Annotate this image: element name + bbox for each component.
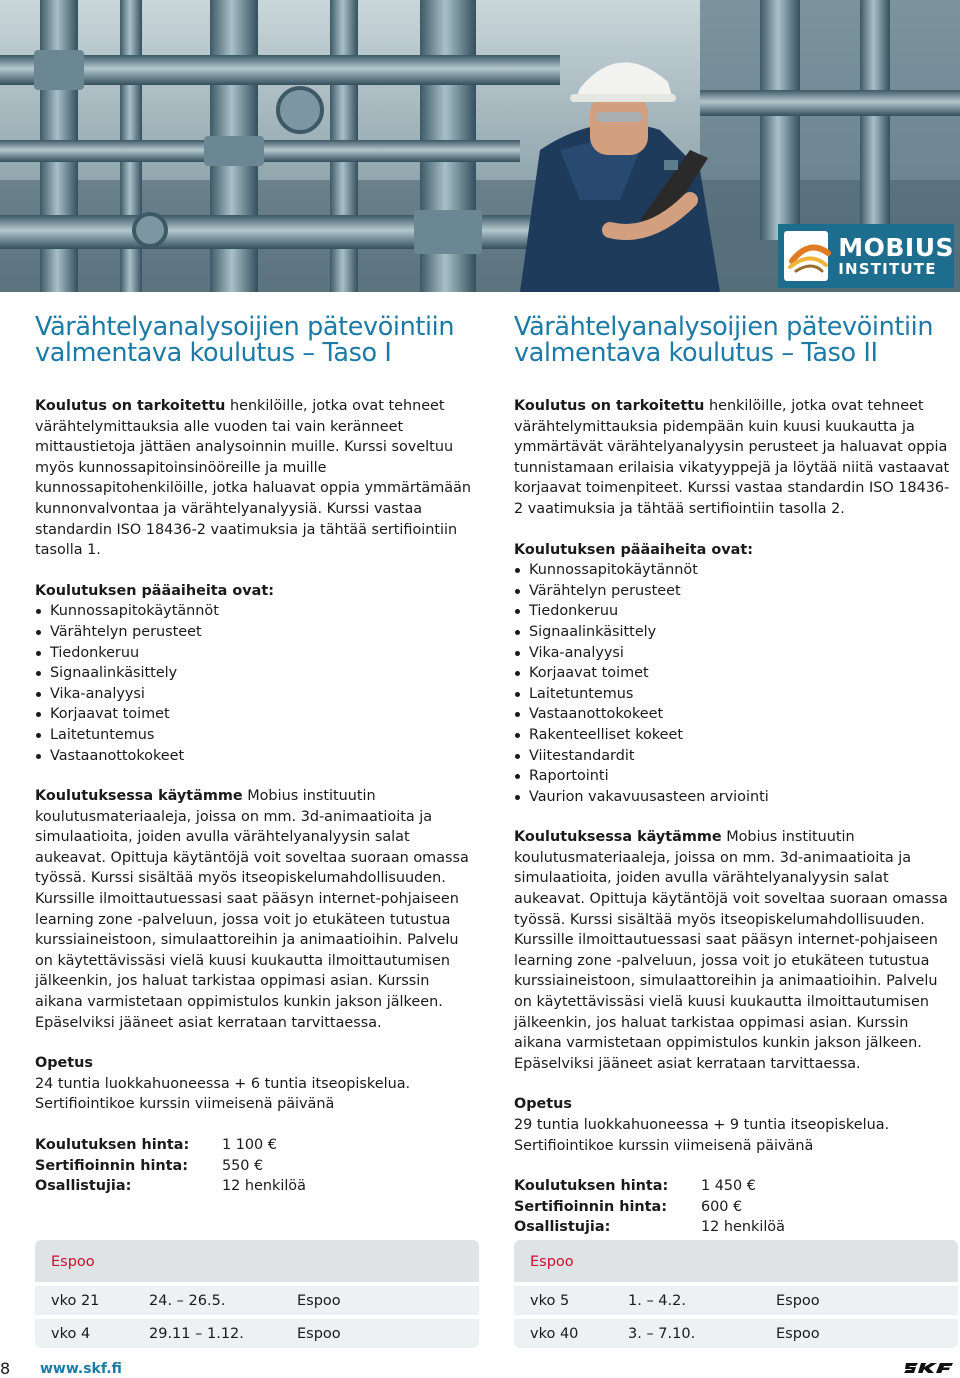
cert-row [35, 1156, 475, 1177]
topics-list [35, 601, 475, 766]
cert-row [514, 1197, 954, 1218]
topic-item: Tiedonkeruu [35, 643, 475, 664]
participants-value: 12 henkilöä [701, 1219, 785, 1236]
topic-item: Kunnossapitokäytännöt [35, 601, 475, 622]
topic-item: Värähtelyn perusteet [35, 622, 475, 643]
material-paragraph [514, 827, 954, 1074]
price-row [514, 1176, 954, 1197]
topics-list [514, 560, 954, 807]
intro-paragraph [514, 396, 954, 520]
topic-item: Korjaavat toimet [514, 663, 954, 684]
skf-logo-icon [904, 1361, 954, 1375]
course-level1-column [35, 314, 475, 1197]
page-number: 8 [0, 1359, 11, 1378]
price-row [35, 1135, 475, 1156]
material-lead: Koulutuksessa käytämme [35, 788, 243, 805]
topics-section [514, 540, 954, 808]
intro-text: henkilöille, jotka ovat tehneet värähtelymittauksia pidempään kuin kuusi kuukautta ja ymmärtävät värähtelyanalyysin perusteet ja haluavat oppia tunnistamaan erilaisia vikatyyppejä ja löytää niitä vastaavat korjaavat toimenpiteet. Kurssi vastaa standardin ISO 18436-2 vaatimuksia ja tähtää sertifiointiin tasolla 2. [514, 398, 950, 517]
schedule-week: vko 4 [51, 1325, 91, 1342]
intro-lead: Koulutus on tarkoitettu [35, 398, 226, 414]
material-paragraph [35, 786, 475, 1033]
title-line2: valmentava koulutus – Taso I [35, 338, 392, 368]
intro-paragraph [35, 396, 475, 561]
logo-line2: INSTITUTE [838, 260, 937, 278]
teaching-heading: Opetus [514, 1096, 572, 1113]
schedule-place: Espoo [297, 1292, 341, 1309]
cert-value: 550 € [222, 1157, 264, 1174]
topic-item: Kunnossapitokäytännöt [514, 560, 954, 581]
schedule-row [514, 1319, 958, 1348]
title-line1: Värähtelyanalysoijien pätevöintiin [35, 312, 455, 342]
topic-item: Rakenteelliset kokeet [514, 725, 954, 746]
pricing-section [35, 1135, 475, 1197]
title-line1: Värähtelyanalysoijien pätevöintiin [514, 312, 934, 342]
intro-text: henkilöille, jotka ovat tehneet värähtelymittauksia alle vuoden tai vain keränneet mittaustietoja jättäen analysoinnin muille. Kurssi soveltuu myös kunnossapitoinsinööreille ja muille kunnossapitohenkilöille, jotka haluavat oppia ymmärtämään kunnonvalvontaa ja värähtelyanalyysiä. Kurssi vastaa standardin ISO 18436-2 vaatimuksia ja tähtää sertifiointiin tasolla 1. [35, 398, 472, 559]
participants-label: Osallistujia: [35, 1178, 132, 1195]
skf-logo [904, 1360, 954, 1378]
topic-item: Tiedonkeruu [514, 601, 954, 622]
schedule-week: vko 5 [530, 1292, 570, 1309]
course-level2-column [514, 314, 954, 1238]
topics-heading: Koulutuksen pääaiheita ovat: [514, 541, 753, 558]
topic-item: Värähtelyn perusteet [514, 581, 954, 602]
topic-item: Laitetuntemus [514, 684, 954, 705]
schedule-week: vko 21 [51, 1292, 100, 1309]
material-text: Mobius instituutin koulutusmateriaaleja, joissa on mm. 3d-animaatioita ja simulaatioita, joiden avulla värähtelyanalyysin salat aukeavat. Opittuja käytäntöjä voit soveltaa suoraan omassa työssä. Kurssi sisältää myös itseopiskelumahdollisuuden. Kurssille ilmoittautuessasi saat pääsyn internet-pohjaiseen learning zone -palveluun, jossa voit jo etukäteen tutustua kurssiaineistoon, simulaattoreihin ja animaatioihin. Palvelu on käytettävissäsi vielä kuusi kuukautta ilmoittautumisen jälkeenkin, jos haluat tarkistaa oppimasi asian. Kurssin aikana varmistetaan oppimistulos kunkin jakson jälkeen. Epäselviksi jääneet asiat kerrataan tarvittaessa. [35, 788, 469, 1031]
topic-item: Vastaanottokokeet [514, 704, 954, 725]
teaching-section [35, 1053, 475, 1115]
participants-value: 12 henkilöä [222, 1178, 306, 1195]
topic-item: Vaurion vakavuusasteen arviointi [514, 787, 954, 808]
schedule-level2 [514, 1240, 958, 1348]
schedule-city: Espoo [514, 1240, 958, 1282]
participants-row [514, 1217, 954, 1238]
schedule-row [35, 1286, 479, 1315]
title-line2: valmentava koulutus – Taso II [514, 338, 878, 368]
pricing-section [514, 1176, 954, 1238]
topic-item: Viitestandardit [514, 746, 954, 767]
topic-item: Vastaanottokokeet [35, 746, 475, 767]
logo-line1: MOBIUS [838, 233, 954, 262]
intro-lead: Koulutus on tarkoitettu [514, 398, 705, 414]
schedule-city: Espoo [35, 1240, 479, 1282]
teaching-hours: 24 tuntia luokkahuoneessa + 6 tuntia itseopiskelua. [35, 1075, 411, 1092]
price-label: Koulutuksen hinta: [514, 1178, 669, 1195]
topic-item: Vika-analyysi [514, 643, 954, 664]
mobius-emblem-icon [784, 231, 828, 281]
topics-heading: Koulutuksen pääaiheita ovat: [35, 582, 274, 599]
material-lead: Koulutuksessa käytämme [514, 829, 722, 846]
teaching-hours: 29 tuntia luokkahuoneessa + 9 tuntia itseopiskelua. [514, 1117, 890, 1133]
teaching-section [514, 1094, 954, 1156]
schedule-dates: 24. – 26.5. [149, 1292, 226, 1309]
website-link[interactable]: www.skf.fi [40, 1361, 122, 1377]
topic-item: Raportointi [514, 766, 954, 787]
schedule-place: Espoo [776, 1292, 820, 1309]
schedule-row [514, 1286, 958, 1315]
course-level2-title [514, 314, 954, 366]
price-label: Koulutuksen hinta: [35, 1137, 190, 1153]
schedule-dates: 1. – 4.2. [628, 1292, 686, 1309]
participants-label: Osallistujia: [514, 1219, 611, 1236]
topic-item: Korjaavat toimet [35, 704, 475, 725]
material-text: Mobius instituutin koulutusmateriaaleja, joissa on mm. 3d-animaatioita ja simulaatioita, joiden avulla värähtelyanalyysin salat aukeavat. Opittuja käytäntöjä voit soveltaa suoraan omassa työssä. Kurssi sisältää myös itseopiskelumahdollisuuden. Kurssille ilmoittautuessasi saat pääsyn internet-pohjaiseen learning zone -palveluun, jossa voit jo etukäteen tutustua kurssiaineistoon, simulaattoreihin ja animaatioihin. Palvelu on käytettävissäsi vielä kuusi kuukautta ilmoittautumisen jälkeenkin, jos haluat tarkistaa oppimasi asian. Kurssin aikana varmistetaan oppimistulos kunkin jakson jälkeen. Epäselviksi jääneet asiat kerrataan tarvittaessa. [514, 829, 948, 1072]
price-value: 1 450 € [701, 1178, 756, 1195]
topic-item: Vika-analyysi [35, 684, 475, 705]
cert-label: Sertifioinnin hinta: [35, 1157, 188, 1174]
topics-section [35, 581, 475, 766]
teaching-heading: Opetus [35, 1055, 93, 1072]
teaching-exam: Sertifiointikoe kurssin viimeisenä päivänä [35, 1096, 335, 1113]
topic-item: Signaalinkäsittely [35, 663, 475, 684]
mobius-institute-logo [778, 224, 954, 288]
topic-item: Signaalinkäsittely [514, 622, 954, 643]
hero-photo [0, 0, 960, 292]
schedule-level1 [35, 1240, 479, 1348]
price-value: 1 100 € [222, 1137, 277, 1153]
schedule-dates: 3. – 7.10. [628, 1325, 696, 1342]
schedule-week: vko 40 [530, 1325, 579, 1342]
course-level1-title [35, 314, 475, 366]
schedule-row [35, 1319, 479, 1348]
topic-item: Laitetuntemus [35, 725, 475, 746]
teaching-exam: Sertifiointikoe kurssin viimeisenä päivänä [514, 1137, 814, 1154]
schedule-dates: 29.11 – 1.12. [149, 1325, 244, 1342]
participants-row [35, 1176, 475, 1197]
schedule-place: Espoo [297, 1325, 341, 1342]
cert-label: Sertifioinnin hinta: [514, 1198, 667, 1215]
cert-value: 600 € [701, 1198, 743, 1215]
schedule-place: Espoo [776, 1325, 820, 1342]
